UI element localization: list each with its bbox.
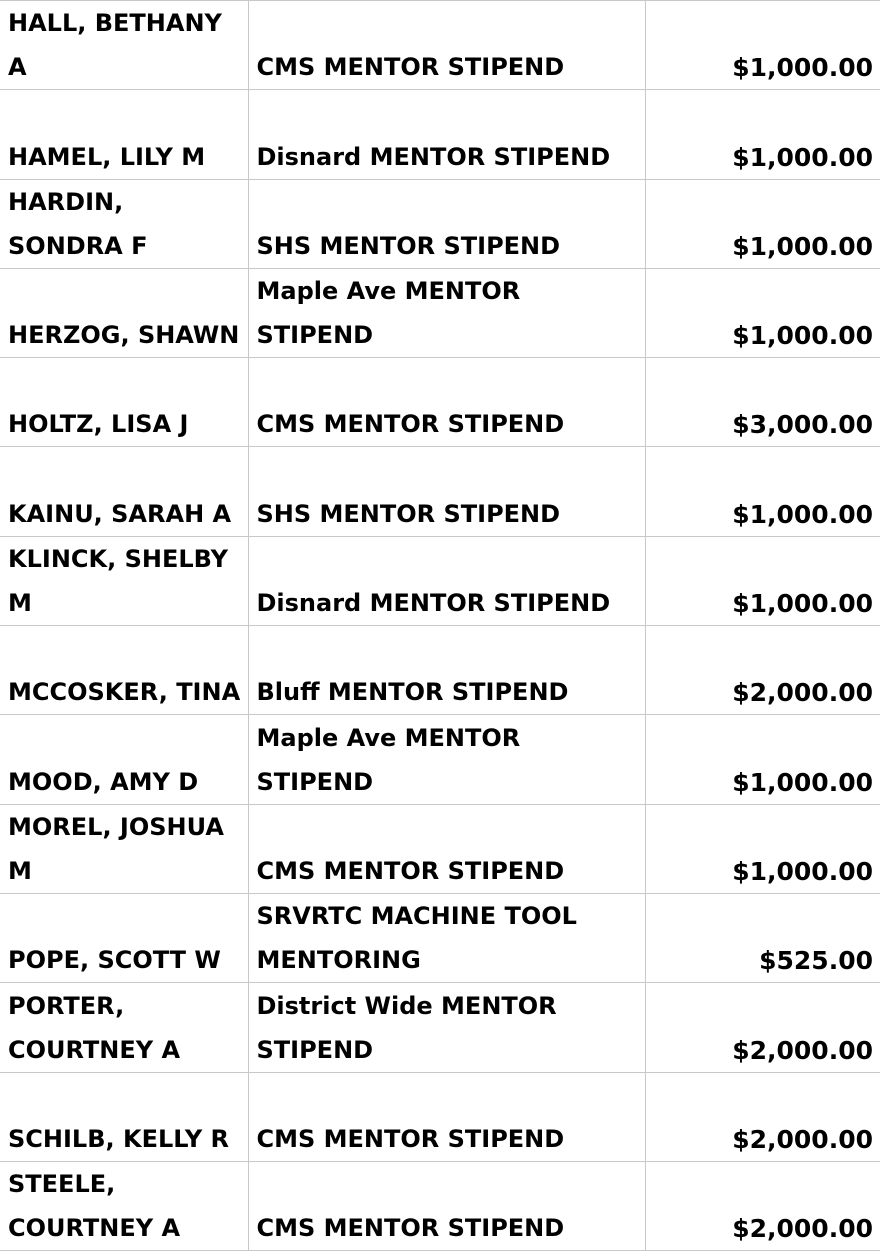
table-row [0,1161,880,1250]
employee-name-cell: MOREL, JOSHUA M [0,804,248,893]
stipend-amount-cell: $1,000.00 [645,804,880,893]
stipend-description-cell: CMS MENTOR STIPEND [248,804,645,893]
stipend-description-cell: CMS MENTOR STIPEND [248,1072,645,1161]
employee-name-cell: MOOD, AMY D [0,715,248,804]
stipend-amount-cell: $1,000.00 [645,715,880,804]
employee-name-cell: KLINCK, SHELBY M [0,536,248,625]
table-row [0,268,880,357]
employee-name-cell: HALL, BETHANY A [0,1,248,90]
table-row [0,90,880,179]
employee-name-cell: POPE, SCOTT W [0,893,248,982]
employee-name-cell: PORTER, COURTNEY A [0,983,248,1072]
employee-name-cell: HERZOG, SHAWN [0,268,248,357]
employee-name-cell: HAMEL, LILY M [0,90,248,179]
stipend-description-cell: SRVRTC MACHINE TOOL MENTORING [248,893,645,982]
stipend-description-cell: CMS MENTOR STIPEND [248,1161,645,1250]
employee-name-cell: HARDIN, SONDRA F [0,179,248,268]
stipend-description-cell: Bluff MENTOR STIPEND [248,626,645,715]
table-row [0,1,880,90]
stipend-amount-cell: $2,000.00 [645,1072,880,1161]
employee-name-cell: KAINU, SARAH A [0,447,248,536]
stipend-amount-cell: $2,000.00 [645,626,880,715]
employee-name-cell: HOLTZ, LISA J [0,358,248,447]
stipend-description-cell: Maple Ave MENTOR STIPEND [248,268,645,357]
stipend-amount-cell: $1,000.00 [645,268,880,357]
table-row [0,358,880,447]
stipend-description-cell: Maple Ave MENTOR STIPEND [248,715,645,804]
employee-name-cell: STEELE, COURTNEY A [0,1161,248,1250]
table-row [0,715,880,804]
table-row [0,804,880,893]
stipend-amount-cell: $2,000.00 [645,1161,880,1250]
stipend-amount-cell: $1,000.00 [645,90,880,179]
employee-name-cell: MCCOSKER, TINA [0,626,248,715]
table-row [0,893,880,982]
table-row [0,1072,880,1161]
stipend-description-cell: CMS MENTOR STIPEND [248,1,645,90]
stipend-amount-cell: $3,000.00 [645,358,880,447]
table-row [0,179,880,268]
stipend-table-body [0,1,880,1251]
table-row [0,626,880,715]
table-row [0,447,880,536]
stipend-description-cell: SHS MENTOR STIPEND [248,179,645,268]
table-row [0,983,880,1072]
employee-name-cell: SCHILB, KELLY R [0,1072,248,1161]
stipend-description-cell: District Wide MENTOR STIPEND [248,983,645,1072]
stipend-description-cell: CMS MENTOR STIPEND [248,358,645,447]
table-row [0,536,880,625]
stipend-amount-cell: $1,000.00 [645,447,880,536]
stipend-description-cell: Disnard MENTOR STIPEND [248,536,645,625]
stipend-amount-cell: $1,000.00 [645,536,880,625]
stipend-amount-cell: $525.00 [645,893,880,982]
stipend-amount-cell: $2,000.00 [645,983,880,1072]
stipend-description-cell: Disnard MENTOR STIPEND [248,90,645,179]
stipend-description-cell: SHS MENTOR STIPEND [248,447,645,536]
stipend-amount-cell: $1,000.00 [645,179,880,268]
stipend-amount-cell: $1,000.00 [645,1,880,90]
